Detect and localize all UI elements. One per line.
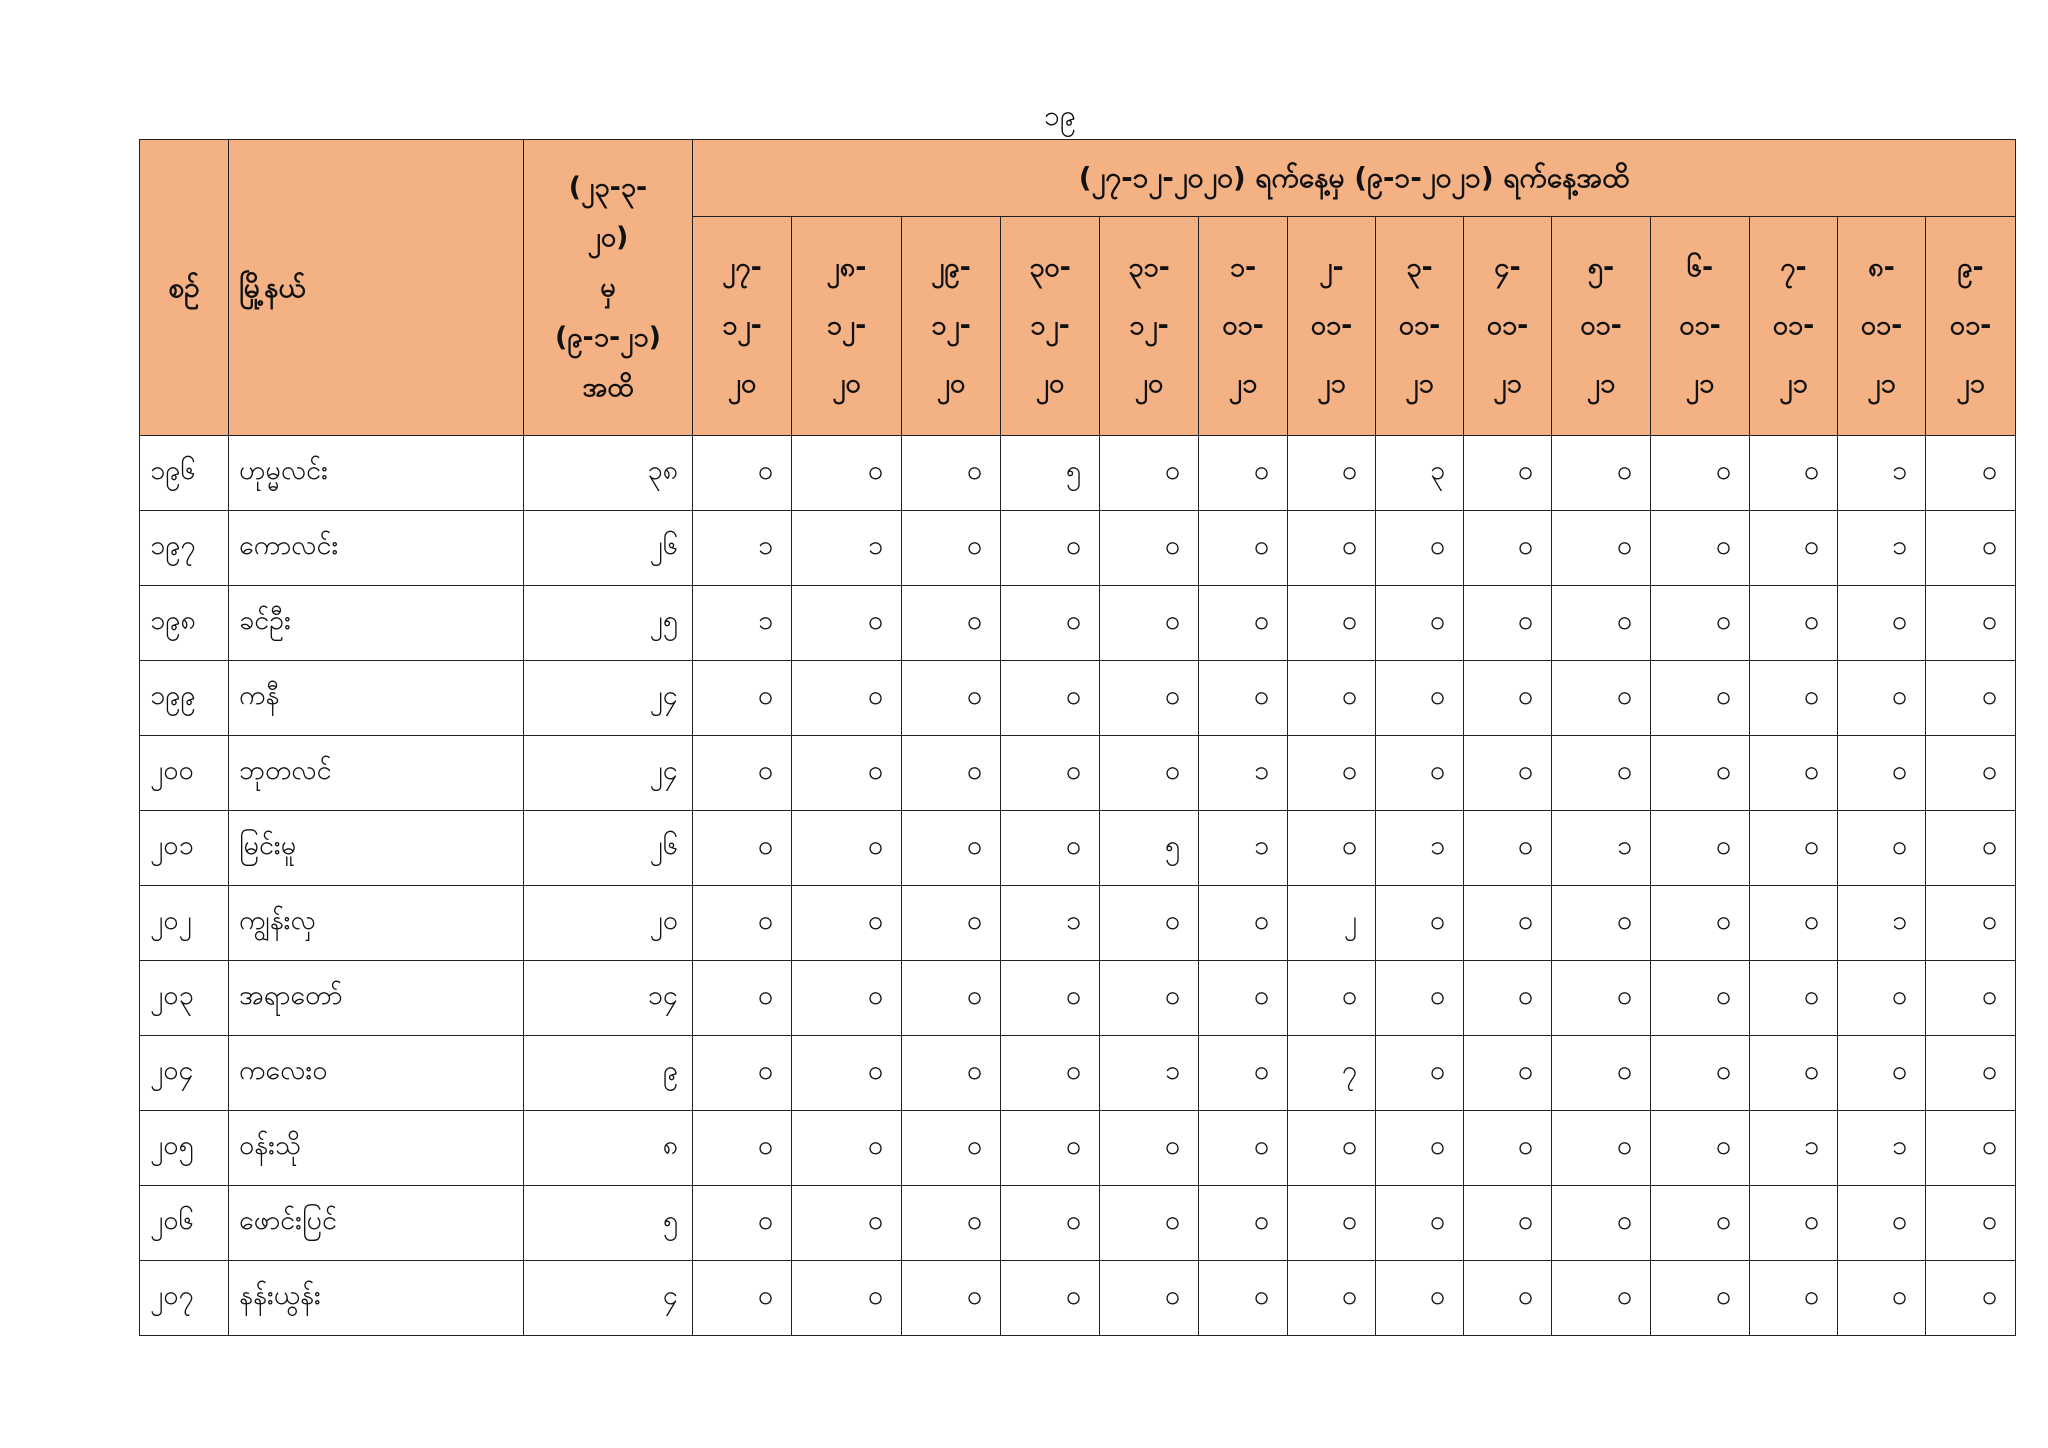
daily-count-cell: ၀: [1001, 1186, 1100, 1261]
township-cell: ဖောင်းပြင်: [229, 1186, 524, 1261]
serial-cell: ၂၀၆: [140, 1186, 229, 1261]
date-header-cell: [1750, 217, 1838, 436]
daily-count-cell: ၀: [1464, 961, 1552, 1036]
township-cell: ဘုတလင်: [229, 736, 524, 811]
daily-count-cell: ၀: [1464, 511, 1552, 586]
date-header-line: ၀၁-: [1486, 310, 1529, 341]
daily-count-cell: ၀: [1199, 436, 1288, 511]
total-header-line: (၉-၁-၂၁): [555, 321, 661, 353]
daily-count-cell: ၀: [1464, 661, 1552, 736]
date-range-header: (၂၇-၁၂-၂၀၂၀) ရက်နေ့မှ (၉-၁-၂၀၂၁) ရက်နေ့အထိ: [693, 140, 2016, 217]
table-row: [140, 886, 2016, 961]
daily-count-cell: ၁: [1376, 811, 1464, 886]
date-header-cell: [1376, 217, 1464, 436]
daily-count-cell: ၀: [1199, 961, 1288, 1036]
daily-count-cell: ၀: [1199, 1261, 1288, 1336]
serial-cell: ၂၀၇: [140, 1261, 229, 1336]
date-header-line: ၆-: [1686, 252, 1714, 283]
daily-count-cell: ၅: [1001, 436, 1100, 511]
date-header-line: ၀၁-: [1580, 310, 1622, 341]
daily-count-cell: ၀: [1464, 1036, 1552, 1111]
date-header-line: ၀၁-: [1679, 310, 1721, 341]
date-header-line: ၀၁-: [1310, 310, 1353, 341]
daily-count-cell: ၀: [1750, 1186, 1838, 1261]
daily-count-cell: ၀: [1376, 886, 1464, 961]
daily-count-cell: ၁: [693, 511, 792, 586]
daily-count-cell: ၀: [792, 586, 902, 661]
daily-count-cell: ၀: [1651, 661, 1750, 736]
daily-count-cell: ၀: [1199, 661, 1288, 736]
daily-count-cell: ၀: [1464, 1186, 1552, 1261]
daily-count-cell: ၀: [1750, 1261, 1838, 1336]
date-header-line: ၂၀: [832, 368, 861, 399]
daily-count-cell: ၀: [1750, 961, 1838, 1036]
cumulative-total-cell: ၂၆: [524, 811, 693, 886]
daily-count-cell: ၀: [1651, 1261, 1750, 1336]
daily-count-cell: ၀: [1926, 1036, 2016, 1111]
cumulative-total-cell: ၂၄: [524, 736, 693, 811]
daily-count-cell: ၀: [693, 436, 792, 511]
table-row: [140, 436, 2016, 511]
table-row: [140, 811, 2016, 886]
daily-count-cell: ၀: [1552, 1186, 1651, 1261]
date-header-cell: [902, 217, 1001, 436]
daily-count-cell: ၀: [1750, 736, 1838, 811]
daily-count-cell: ၀: [693, 961, 792, 1036]
daily-count-cell: ၀: [1552, 961, 1651, 1036]
daily-count-cell: ၀: [1376, 586, 1464, 661]
cumulative-total-cell: ၅: [524, 1186, 693, 1261]
total-header-line: မှ: [600, 271, 616, 303]
daily-count-cell: ၀: [1464, 1111, 1552, 1186]
header-row-top: [140, 140, 2016, 217]
daily-count-cell: ၀: [1651, 1111, 1750, 1186]
daily-count-cell: ၀: [1100, 961, 1199, 1036]
page-number: ၁၉: [1044, 99, 1076, 132]
daily-count-cell: ၀: [1199, 886, 1288, 961]
daily-count-cell: ၀: [792, 886, 902, 961]
daily-count-cell: ၁: [693, 586, 792, 661]
daily-count-cell: ၀: [1001, 511, 1100, 586]
date-header-line: ၂၈-: [826, 252, 867, 283]
daily-count-cell: ၀: [1651, 511, 1750, 586]
daily-count-cell: ၀: [1838, 811, 1926, 886]
date-header-line: ၁-: [1229, 252, 1257, 283]
date-header-line: ၉-: [1957, 252, 1984, 283]
daily-count-cell: ၁: [792, 511, 902, 586]
date-header-cell: [1288, 217, 1376, 436]
daily-count-cell: ၀: [902, 511, 1001, 586]
daily-count-cell: ၀: [1100, 436, 1199, 511]
daily-count-cell: ၀: [1838, 1261, 1926, 1336]
daily-count-cell: ၀: [1100, 736, 1199, 811]
daily-count-cell: ၀: [1376, 736, 1464, 811]
serial-cell: ၂၀၁: [140, 811, 229, 886]
township-header: မြို့နယ်: [229, 140, 524, 436]
daily-count-cell: ၀: [1926, 1261, 2016, 1336]
serial-cell: ၂၀၃: [140, 961, 229, 1036]
daily-count-cell: ၀: [792, 736, 902, 811]
daily-count-cell: ၂: [1288, 886, 1376, 961]
daily-count-cell: ၀: [1001, 1111, 1100, 1186]
daily-count-cell: ၀: [1926, 661, 2016, 736]
date-header-line: ၀၁-: [1398, 310, 1441, 341]
daily-count-cell: ၀: [902, 736, 1001, 811]
table-row: [140, 1036, 2016, 1111]
daily-count-cell: ၀: [1100, 586, 1199, 661]
daily-count-cell: ၁: [1838, 886, 1926, 961]
table-body: [140, 436, 2016, 1336]
date-header-cell: [1838, 217, 1926, 436]
date-header-line: ၂၀: [1134, 368, 1164, 399]
date-header-line: ၂-: [1319, 252, 1344, 283]
cumulative-total-cell: ၁၄: [524, 961, 693, 1036]
daily-count-cell: ၀: [1750, 436, 1838, 511]
date-header-line: ၂၁: [1779, 368, 1808, 399]
table-row: [140, 661, 2016, 736]
date-header-line: ၀၁-: [1222, 310, 1264, 341]
daily-count-cell: ၀: [902, 1111, 1001, 1186]
daily-count-cell: ၀: [1651, 436, 1750, 511]
daily-count-cell: ၀: [1199, 1111, 1288, 1186]
table-row: [140, 961, 2016, 1036]
daily-count-cell: ၁: [1750, 1111, 1838, 1186]
daily-count-cell: ၀: [902, 436, 1001, 511]
daily-count-cell: ၀: [902, 961, 1001, 1036]
daily-count-cell: ၀: [1001, 811, 1100, 886]
serial-header: စဉ်: [140, 140, 229, 436]
serial-cell: ၁၉၆: [140, 436, 229, 511]
daily-count-cell: ၀: [1288, 1111, 1376, 1186]
date-header-line: ၁၂-: [722, 310, 762, 341]
cumulative-total-cell: ၃၈: [524, 436, 693, 511]
daily-count-cell: ၀: [792, 661, 902, 736]
daily-count-cell: ၀: [1001, 661, 1100, 736]
township-cell: ကလေးဝ: [229, 1036, 524, 1111]
daily-count-cell: ၀: [693, 1111, 792, 1186]
date-header-line: ၂၁: [1867, 368, 1896, 399]
daily-count-cell: ၀: [1552, 586, 1651, 661]
daily-count-cell: ၀: [792, 1036, 902, 1111]
daily-count-cell: ၀: [693, 661, 792, 736]
daily-count-cell: ၀: [1288, 961, 1376, 1036]
cumulative-total-cell: ၂၆: [524, 511, 693, 586]
date-header-line: ၇-: [1780, 252, 1807, 283]
daily-count-cell: ၀: [1838, 1036, 1926, 1111]
date-header-line: ၃၀-: [1029, 252, 1071, 283]
date-header-line: ၁၂-: [1030, 310, 1070, 341]
daily-count-cell: ၀: [1926, 586, 2016, 661]
daily-count-cell: ၀: [1376, 511, 1464, 586]
daily-count-cell: ၀: [1651, 1036, 1750, 1111]
daily-count-cell: ၁: [1199, 811, 1288, 886]
date-header-line: ၃-: [1406, 252, 1433, 283]
date-header-line: ၁၂-: [1129, 310, 1169, 341]
date-header-line: ၂၁: [1405, 368, 1434, 399]
daily-count-cell: ၀: [1926, 436, 2016, 511]
daily-count-cell: ၀: [693, 1186, 792, 1261]
date-header-cell: [1926, 217, 2016, 436]
daily-count-cell: ၀: [1552, 1036, 1651, 1111]
daily-count-cell: ၀: [1926, 1186, 2016, 1261]
date-header-cell: [1199, 217, 1288, 436]
date-header-line: ၅-: [1587, 252, 1615, 283]
daily-count-cell: ၀: [1552, 511, 1651, 586]
township-cell: ဝန်းသို: [229, 1111, 524, 1186]
daily-count-cell: ၇: [1288, 1036, 1376, 1111]
daily-count-cell: ၀: [693, 1261, 792, 1336]
serial-cell: ၁၉၉: [140, 661, 229, 736]
serial-cell: ၁၉၈: [140, 586, 229, 661]
date-header-line: ၂၇-: [722, 252, 762, 283]
daily-count-cell: ၀: [1464, 736, 1552, 811]
daily-count-cell: ၁: [1838, 436, 1926, 511]
daily-count-cell: ၀: [1100, 886, 1199, 961]
daily-count-cell: ၀: [1552, 436, 1651, 511]
township-cell: ကျွန်းလှ: [229, 886, 524, 961]
date-header-line: ၄-: [1494, 252, 1521, 283]
date-header-line: ၂၉-: [931, 252, 971, 283]
daily-count-cell: ၀: [1464, 586, 1552, 661]
daily-count-cell: ၀: [1001, 586, 1100, 661]
daily-count-cell: ၀: [1464, 886, 1552, 961]
daily-count-cell: ၀: [792, 811, 902, 886]
daily-count-cell: ၀: [1552, 736, 1651, 811]
total-header-line: (၂၃-၃-: [568, 171, 648, 203]
date-header-cell: [1651, 217, 1750, 436]
daily-count-cell: ၀: [1651, 961, 1750, 1036]
daily-count-cell: ၁: [1552, 811, 1651, 886]
date-header-line: ၂၀: [1035, 368, 1065, 399]
daily-count-cell: ၀: [792, 436, 902, 511]
daily-count-cell: ၀: [1001, 1261, 1100, 1336]
township-cell: ကနီ: [229, 661, 524, 736]
table-row: [140, 1261, 2016, 1336]
table-row: [140, 1186, 2016, 1261]
date-header-cell: [1001, 217, 1100, 436]
daily-count-cell: ၀: [1288, 586, 1376, 661]
daily-count-cell: ၀: [902, 661, 1001, 736]
cumulative-total-cell: ၂၄: [524, 661, 693, 736]
daily-count-cell: ၀: [1288, 736, 1376, 811]
date-header-line: ၃၁-: [1128, 252, 1170, 283]
daily-count-cell: ၀: [1288, 811, 1376, 886]
daily-count-cell: ၀: [1100, 1186, 1199, 1261]
table-header: [140, 140, 2016, 436]
daily-count-cell: ၀: [1838, 661, 1926, 736]
daily-count-cell: ၀: [693, 736, 792, 811]
table-row: [140, 1111, 2016, 1186]
daily-count-cell: ၁: [1001, 886, 1100, 961]
daily-count-cell: ၀: [1376, 1111, 1464, 1186]
daily-count-cell: ၀: [1288, 661, 1376, 736]
table-row: [140, 586, 2016, 661]
daily-count-cell: ၀: [1838, 736, 1926, 811]
daily-count-cell: ၁: [1100, 1036, 1199, 1111]
total-header-line: အထိ: [582, 371, 634, 403]
cumulative-total-cell: ၈: [524, 1111, 693, 1186]
daily-count-cell: ၀: [1464, 1261, 1552, 1336]
date-header-line: ၂၀: [727, 368, 757, 399]
daily-count-cell: ၀: [1651, 886, 1750, 961]
date-header-line: ၁၂-: [826, 310, 867, 341]
daily-count-cell: ၀: [1926, 511, 2016, 586]
daily-count-cell: ၀: [1750, 586, 1838, 661]
daily-count-cell: ၀: [1376, 661, 1464, 736]
daily-count-cell: ၀: [1838, 586, 1926, 661]
daily-count-cell: ၀: [1288, 1186, 1376, 1261]
township-cell: မြင်းမူ: [229, 811, 524, 886]
date-header-cell: [792, 217, 902, 436]
daily-count-cell: ၀: [902, 1261, 1001, 1336]
date-header-cell: [1552, 217, 1651, 436]
daily-count-cell: ၀: [792, 1111, 902, 1186]
township-cell: ခင်ဦး: [229, 586, 524, 661]
daily-count-cell: ၀: [1552, 661, 1651, 736]
daily-count-cell: ၀: [1651, 811, 1750, 886]
daily-count-cell: ၀: [1376, 1036, 1464, 1111]
daily-count-cell: ၃: [1376, 436, 1464, 511]
daily-count-cell: ၀: [1100, 661, 1199, 736]
township-cell: နန်းယွန်း: [229, 1261, 524, 1336]
daily-count-cell: ၀: [1926, 811, 2016, 886]
daily-count-cell: ၀: [1288, 436, 1376, 511]
date-header-line: ၁၂-: [931, 310, 971, 341]
daily-count-cell: ၀: [1552, 886, 1651, 961]
daily-count-cell: ၅: [1100, 811, 1199, 886]
daily-count-cell: ၁: [1838, 511, 1926, 586]
daily-count-cell: ၀: [1926, 961, 2016, 1036]
date-header-line: ၀၁-: [1949, 310, 1992, 341]
daily-count-cell: ၀: [1001, 961, 1100, 1036]
daily-count-cell: ၀: [1926, 886, 2016, 961]
date-header-line: ၈-: [1868, 252, 1895, 283]
daily-count-cell: ၀: [1100, 1111, 1199, 1186]
table-row: [140, 736, 2016, 811]
daily-count-cell: ၀: [1376, 1261, 1464, 1336]
daily-count-cell: ၀: [1750, 1036, 1838, 1111]
township-cell: ဟုမ္မလင်း: [229, 436, 524, 511]
date-header-line: ၂၁: [1228, 368, 1258, 399]
daily-count-cell: ၀: [792, 961, 902, 1036]
serial-cell: ၁၉၇: [140, 511, 229, 586]
serial-cell: ၂၀၀: [140, 736, 229, 811]
daily-count-cell: ၀: [1100, 1261, 1199, 1336]
date-header-cell: [693, 217, 792, 436]
daily-count-cell: ၀: [902, 586, 1001, 661]
daily-count-cell: ၀: [902, 811, 1001, 886]
daily-count-cell: ၀: [1651, 736, 1750, 811]
daily-count-cell: ၀: [1376, 1186, 1464, 1261]
daily-count-cell: ၀: [902, 1186, 1001, 1261]
date-header-line: ၂၁: [1685, 368, 1715, 399]
daily-count-cell: ၀: [1750, 886, 1838, 961]
daily-count-cell: ၀: [1750, 511, 1838, 586]
date-header-line: ၀၁-: [1772, 310, 1815, 341]
cumulative-total-cell: ၂၅: [524, 586, 693, 661]
daily-count-cell: ၁: [1199, 736, 1288, 811]
daily-count-cell: ၀: [1926, 736, 2016, 811]
daily-count-cell: ၀: [1838, 961, 1926, 1036]
daily-count-cell: ၀: [693, 1036, 792, 1111]
daily-count-cell: ၀: [1464, 436, 1552, 511]
date-header-line: ၀၁-: [1860, 310, 1903, 341]
daily-count-cell: ၀: [1199, 1186, 1288, 1261]
daily-count-cell: ၀: [1001, 1036, 1100, 1111]
daily-count-cell: ၀: [1552, 1261, 1651, 1336]
daily-count-cell: ၀: [1750, 811, 1838, 886]
daily-count-cell: ၀: [1552, 1111, 1651, 1186]
cases-table: [139, 139, 2016, 1336]
table-row: [140, 511, 2016, 586]
total-header-line: ၂၀): [587, 221, 629, 253]
township-cell: အရာတော်: [229, 961, 524, 1036]
serial-cell: ၂၀၅: [140, 1111, 229, 1186]
daily-count-cell: ၀: [1651, 586, 1750, 661]
serial-cell: ၂၀၄: [140, 1036, 229, 1111]
cumulative-total-cell: ၉: [524, 1036, 693, 1111]
cumulative-total-cell: ၄: [524, 1261, 693, 1336]
date-header-cell: [1464, 217, 1552, 436]
daily-count-cell: ၀: [902, 886, 1001, 961]
daily-count-cell: ၀: [1001, 736, 1100, 811]
daily-count-cell: ၁: [1838, 1111, 1926, 1186]
daily-count-cell: ၀: [1199, 586, 1288, 661]
daily-count-cell: ၀: [902, 1036, 1001, 1111]
daily-count-cell: ၀: [693, 886, 792, 961]
date-header-line: ၂၁: [1956, 368, 1985, 399]
daily-count-cell: ၀: [1199, 1036, 1288, 1111]
daily-count-cell: ၀: [1750, 661, 1838, 736]
township-cell: ကောလင်း: [229, 511, 524, 586]
cumulative-total-cell: ၂၀: [524, 886, 693, 961]
daily-count-cell: ၀: [1199, 511, 1288, 586]
cumulative-total-header: [524, 140, 693, 436]
date-header-line: ၂၁: [1586, 368, 1616, 399]
date-header-line: ၂၁: [1493, 368, 1522, 399]
daily-count-cell: ၀: [1926, 1111, 2016, 1186]
date-header-line: ၂၀: [936, 368, 966, 399]
date-header-line: ၂၁: [1317, 368, 1346, 399]
daily-count-cell: ၀: [1376, 961, 1464, 1036]
daily-count-cell: ၀: [792, 1186, 902, 1261]
daily-count-cell: ၀: [693, 811, 792, 886]
daily-count-cell: ၀: [1838, 1186, 1926, 1261]
daily-count-cell: ၀: [1288, 1261, 1376, 1336]
date-header-cell: [1100, 217, 1199, 436]
serial-cell: ၂၀၂: [140, 886, 229, 961]
daily-count-cell: ၀: [1100, 511, 1199, 586]
daily-count-cell: ၀: [1651, 1186, 1750, 1261]
daily-count-cell: ၀: [1288, 511, 1376, 586]
daily-count-cell: ၀: [1464, 811, 1552, 886]
daily-count-cell: ၀: [792, 1261, 902, 1336]
